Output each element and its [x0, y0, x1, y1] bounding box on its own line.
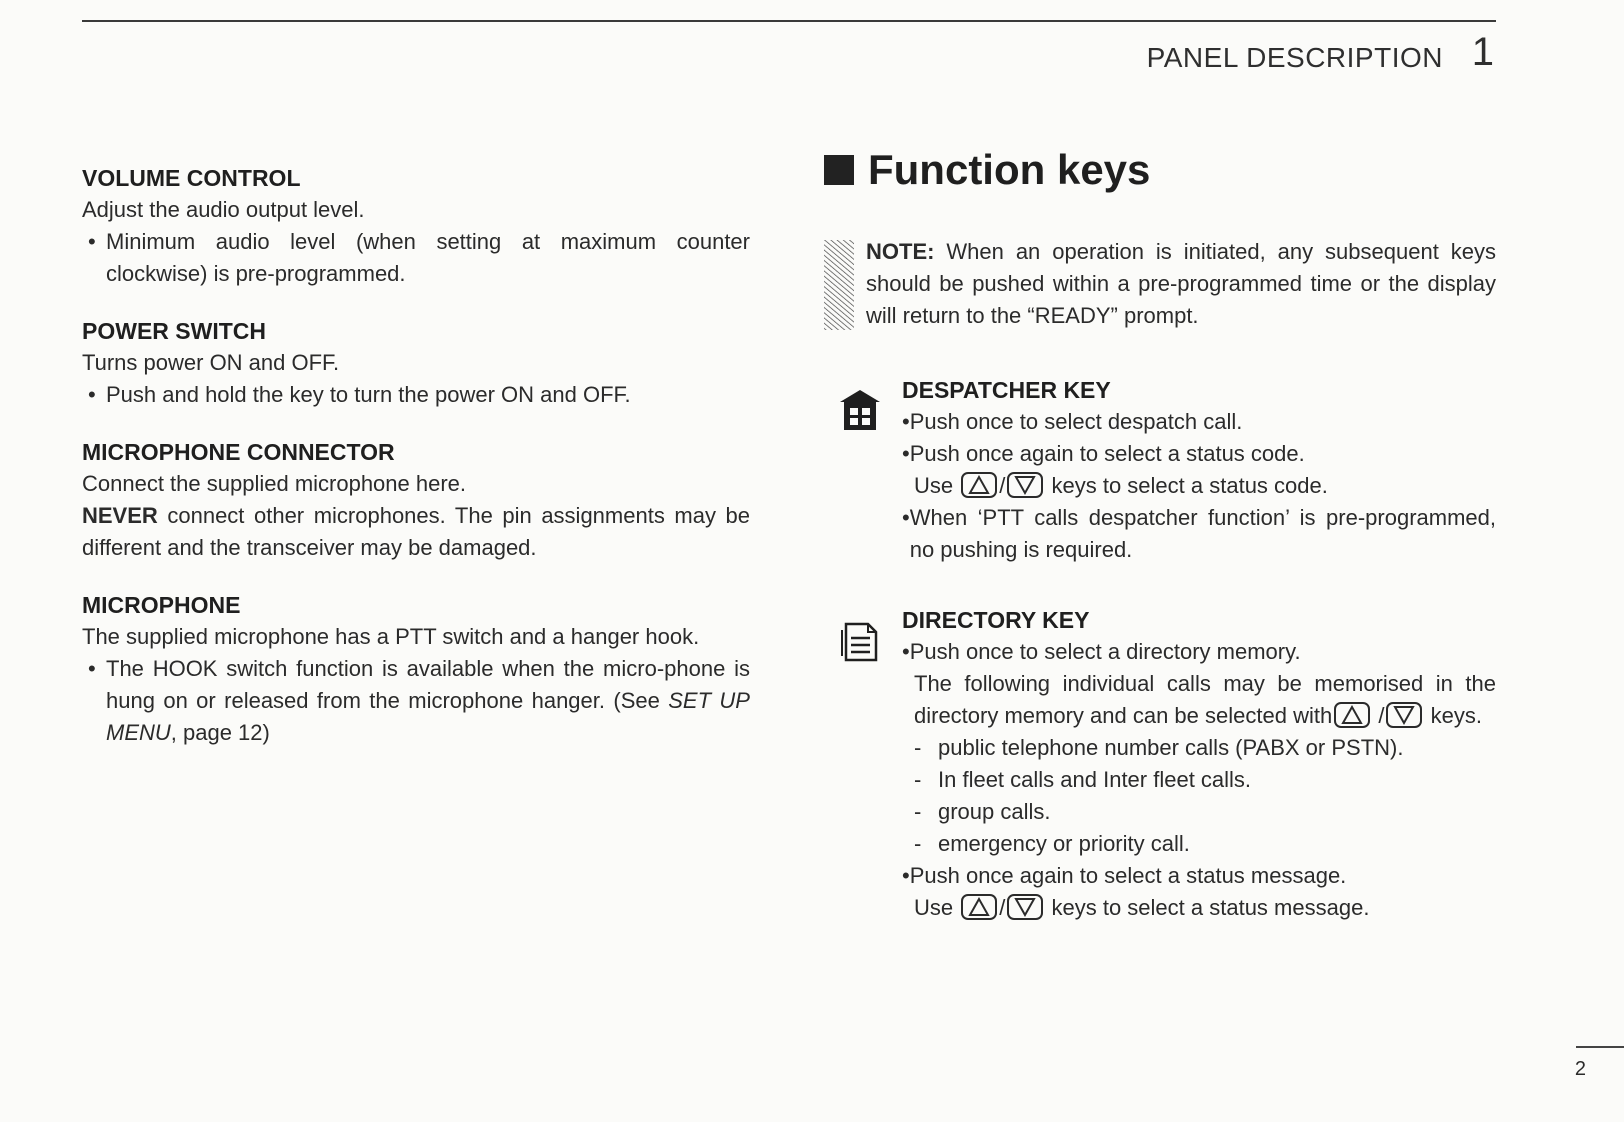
- directory-list-item: [902, 732, 1496, 764]
- dash-mark: -: [914, 831, 922, 856]
- section-header: PANEL DESCRIPTION: [1146, 42, 1443, 73]
- down-arrow-key-icon: [1386, 702, 1422, 728]
- directory-use-line: [902, 892, 1496, 924]
- despatcher-bullet-2: [902, 438, 1496, 470]
- never-text: connect other microphones. The pin assignments may be different and the transceiver may be damaged.: [82, 503, 750, 560]
- use-rest-text: keys to select a status code.: [1051, 473, 1328, 498]
- microphone-bullet-text-b: , page 12): [170, 720, 270, 745]
- dash-mark: -: [914, 735, 922, 760]
- directory-key-block: [824, 604, 1496, 924]
- directory-list-item: [902, 828, 1496, 860]
- use-label: Use: [914, 895, 954, 920]
- microphone-bullet: [82, 653, 750, 749]
- volume-control-heading: VOLUME CONTROL: [82, 165, 301, 191]
- right-column: [824, 142, 1496, 924]
- function-keys-title: [824, 142, 1496, 198]
- directory-list-item: [902, 796, 1496, 828]
- microphone-text: The supplied microphone has a PTT switch and a hanger hook.: [82, 624, 700, 649]
- mic-connector-section: [82, 436, 750, 564]
- bullet-mark: •: [902, 639, 910, 664]
- directory-list-item-text: In fleet calls and Inter fleet calls.: [938, 767, 1252, 792]
- despatcher-key-heading: DESPATCHER KEY: [902, 377, 1111, 403]
- despatcher-bullet-3: [902, 502, 1496, 566]
- use-label: Use: [914, 473, 954, 498]
- power-switch-heading: POWER SWITCH: [82, 318, 266, 344]
- up-arrow-key-icon: [1334, 702, 1370, 728]
- bullet-mark: •: [902, 409, 910, 434]
- despatcher-bullet-1-text: Push once to select despatch call.: [909, 409, 1243, 434]
- keys-text: keys.: [1430, 703, 1482, 728]
- down-arrow-key-icon: [1007, 894, 1043, 920]
- power-switch-bullet: [82, 379, 750, 411]
- bullet-mark: •: [902, 863, 910, 888]
- microphone-heading: MICROPHONE: [82, 592, 241, 618]
- microphone-section: [82, 589, 750, 749]
- dash-mark: -: [914, 767, 922, 792]
- section-square-icon: [824, 155, 854, 185]
- despatcher-bullet-3-text: When ‘PTT calls despatcher function’ is pre-programmed, no pushing is required.: [909, 505, 1496, 562]
- bullet-mark: •: [902, 505, 910, 530]
- directory-description: [902, 668, 1496, 732]
- despatcher-key-block: [824, 374, 1496, 566]
- bullet-mark: •: [88, 382, 96, 407]
- directory-bullet-1: [902, 636, 1496, 668]
- power-switch-bullet-text: Push and hold the key to turn the power ON and OFF.: [106, 382, 631, 407]
- slash: /: [1378, 703, 1385, 728]
- microphone-bullet-text-a: The HOOK switch function is available when the micro-phone is hung on or released from the microphone hanger. (See: [106, 656, 750, 713]
- directory-list-item-text: public telephone number calls (PABX or PSTN).: [938, 735, 1404, 760]
- dash-mark: -: [914, 799, 922, 824]
- note-text: When an operation is initiated, any subsequent keys should be pushed within a pre-programmed time or the display will return to the “READY” prompt.: [866, 239, 1496, 328]
- note-box: [824, 236, 1496, 332]
- volume-control-bullet-text: Minimum audio level (when setting at maximum counter clockwise) is pre-programmed.: [106, 229, 750, 286]
- use-rest-text: keys to select a status message.: [1051, 895, 1370, 920]
- left-column: [82, 162, 750, 774]
- power-switch-section: [82, 315, 750, 411]
- page-number: 2: [1574, 1058, 1586, 1080]
- note-label: NOTE:: [866, 239, 935, 264]
- down-arrow-key-icon: [1007, 472, 1043, 498]
- up-arrow-key-icon: [961, 894, 997, 920]
- mic-connector-heading: MICROPHONE CONNECTOR: [82, 439, 395, 465]
- bullet-mark: •: [88, 229, 96, 254]
- volume-control-text: Adjust the audio output level.: [82, 197, 365, 222]
- power-switch-text: Turns power ON and OFF.: [82, 350, 340, 375]
- directory-key-heading: DIRECTORY KEY: [902, 607, 1090, 633]
- directory-list-item-text: emergency or priority call.: [938, 831, 1190, 856]
- mic-connector-text: Connect the supplied microphone here.: [82, 471, 467, 496]
- up-arrow-key-icon: [961, 472, 997, 498]
- page-number-rule: [1576, 1046, 1624, 1048]
- function-keys-title-text: Function keys: [868, 146, 1151, 193]
- volume-control-bullet: [82, 226, 750, 290]
- directory-bullet-1-text: Push once to select a directory memory.: [909, 639, 1301, 664]
- directory-list-item-text: group calls.: [938, 799, 1051, 824]
- despatcher-bullet-2-text: Push once again to select a status code.: [909, 441, 1305, 466]
- directory-list-item: [902, 764, 1496, 796]
- directory-bullet-2: [902, 860, 1496, 892]
- directory-bullet-2-text: Push once again to select a status message.: [909, 863, 1347, 888]
- volume-control-section: [82, 162, 750, 290]
- mic-connector-warning: [82, 500, 750, 564]
- bullet-mark: •: [902, 441, 910, 466]
- note-hatch-icon: [824, 240, 854, 330]
- header-rule: [82, 20, 1496, 22]
- despatcher-key-icon: [838, 386, 882, 434]
- chapter-number: 1: [1471, 30, 1494, 74]
- directory-description-text: The following individual calls may be memorised in the directory memory and can be selected with: [914, 671, 1496, 728]
- despatcher-bullet-1: [902, 406, 1496, 438]
- setup-menu-reference: SET UP MENU: [106, 688, 750, 745]
- directory-key-icon: [838, 616, 882, 664]
- bullet-mark: •: [88, 656, 96, 681]
- slash: /: [999, 895, 1006, 920]
- never-label: NEVER: [82, 503, 158, 528]
- despatcher-use-line: [902, 470, 1496, 502]
- slash: /: [999, 473, 1006, 498]
